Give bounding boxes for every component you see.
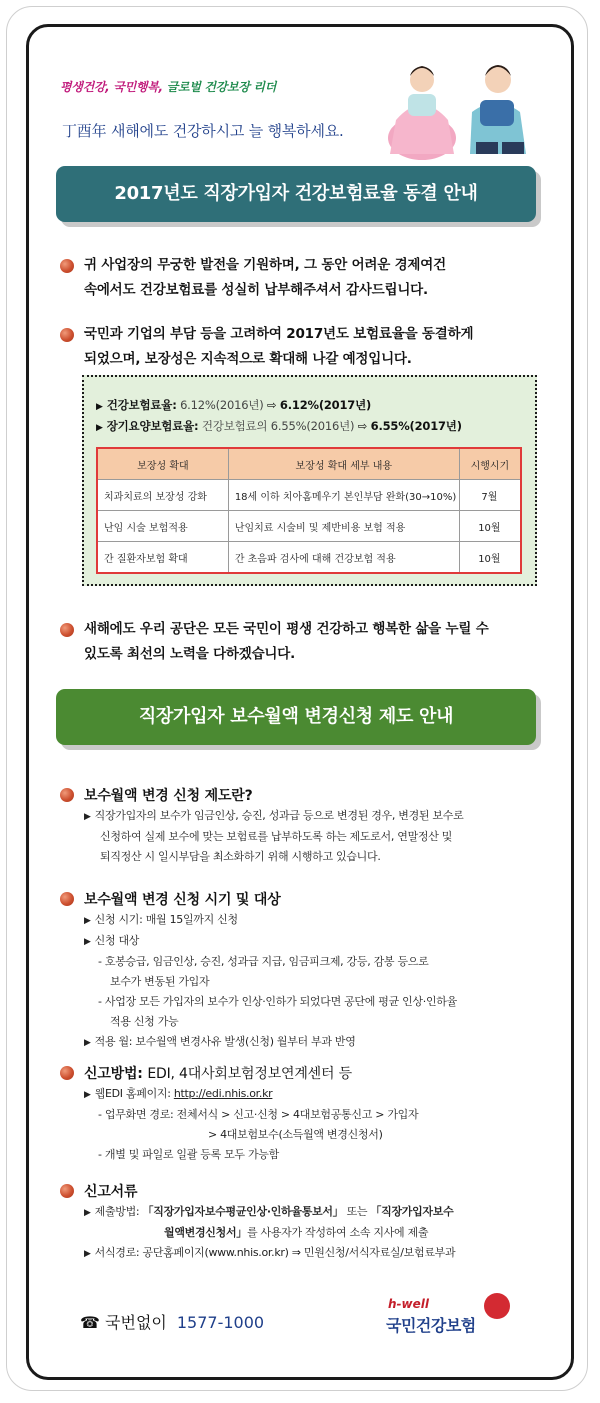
table-header: 보장성 확대 세부 내용 [228, 448, 459, 480]
q3-body: ▶ 웹EDI 홈페이지: http://edi.nhis.or.kr - 업무화면 경로: 전체서식 > 신고·신청 > 4대보험공통신고 > 가입자 > 4대보험보수(소득월액 변경신청서) - 개별 및 파일로 일괄 등록 모두 가능함 [84, 1087, 419, 1161]
bullet-icon [60, 1066, 74, 1080]
new-year-greeting: 丁酉年 새해에도 건강하시고 늘 행복하세요. [62, 122, 344, 140]
hanbok-couple-illustration [384, 50, 544, 162]
triangle-bullet-icon: ▶ [84, 812, 91, 822]
triangle-bullet-icon: ▶ [84, 1208, 91, 1218]
table-header-row [97, 448, 521, 480]
triangle-bullet-icon: ▶ [96, 423, 103, 433]
slogan-part2: 글로벌 건강보장 리더 [166, 80, 277, 94]
triangle-bullet-icon: ▶ [84, 916, 91, 926]
bullet-icon [60, 623, 74, 637]
section1-paragraph1: 귀 사업장의 무궁한 발전을 기원하며, 그 동안 어려운 경제여건 속에서도 건강보험료를 성실히 납부해주셔서 감사드립니다. [84, 257, 446, 298]
bullet-icon [60, 1184, 74, 1198]
triangle-bullet-icon: ▶ [96, 402, 103, 412]
slogan-part1: 평생건강, 국민행복, [60, 80, 167, 94]
table-row: 간 질환자보험 확대 간 초음파 검사에 대해 건강보험 적용 10월 [97, 542, 521, 574]
table-row: 난임 시술 보험적용 난임치료 시술비 및 제반비용 보험 적용 10월 [97, 511, 521, 542]
triangle-bullet-icon: ▶ [84, 937, 91, 947]
triangle-bullet-icon: ▶ [84, 1038, 91, 1048]
q2-body: ▶ 신청 시기: 매월 15일까지 신청 ▶ 신청 대상 - 호봉승급, 임금인상, 승진, 성과급 지급, 임금피크제, 강등, 감봉 등으로 보수가 변동된 가입자 - 사업장 모든 가입자의 보수가 인상·인하가 되었다면 공단에 평균 인상·인하율 적용 신청 가능 ▶ 적용 월: 보수월액 변경사유 발생(신청) 월부터 부과 반영 [84, 913, 457, 1048]
q4-body: ▶ 제출방법: 「직장가입자보수평균인상·인하율통보서」 또는 「직장가입자보수 월액변경신청서」를 사용자가 작성하여 소속 지사에 제출 ▶ 서식경로: 공단홈페이지(www.nhis.or.kr) ⇒ 민원신청/서식자료실/보험료부과 [84, 1205, 456, 1259]
q1-body: ▶ 직장가입자의 보수가 임금인상, 승진, 성과급 등으로 변경된 경우, 변경된 보수로 신청하여 실제 보수에 맞는 보험료를 납부하도록 하는 제도로서, 연말정산 및 퇴직정산 시 일시부담을 최소화하기 위해 시행하고 있습니다. [84, 809, 464, 863]
table-header: 보장성 확대 [97, 448, 228, 480]
heart-icon [484, 1293, 510, 1319]
bullet-icon [60, 788, 74, 802]
section1-paragraph3: 새해에도 우리 공단은 모든 국민이 평생 건강하고 행복한 삶을 누릴 수 있도록 최선의 노력을 다하겠습니다. [84, 621, 489, 662]
triangle-bullet-icon: ▶ [84, 1249, 91, 1259]
triangle-bullet-icon: ▶ [84, 1090, 91, 1100]
telephone-icon: ☎ [80, 1313, 100, 1332]
health-insurance-rate: ▶ 건강보험료율: 6.12%(2016년) ⇨ 6.12%(2017년) [96, 398, 372, 412]
q2-title: 보수월액 변경 신청 시기 및 대상 [84, 892, 281, 908]
edi-homepage-link[interactable]: http://edi.nhis.or.kr [173, 1087, 273, 1100]
section1-paragraph2: 국민과 기업의 부담 등을 고려하여 2017년도 보험료율을 동결하게 되었으며, 보장성은 지속적으로 확대해 나갈 예정입니다. [84, 326, 474, 367]
longterm-care-rate: ▶ 장기요양보험료율: 건강보험료의 6.55%(2016년) ⇨ 6.55%(2017년) [96, 419, 462, 433]
bullet-icon [60, 328, 74, 342]
bullet-icon [60, 892, 74, 906]
phone-contact: ☎ 국번없이 1577-1000 [80, 1313, 265, 1332]
coverage-expansion-table [96, 447, 522, 574]
bullet-icon [60, 259, 74, 273]
section2-title-banner: 직장가입자 보수월액 변경신청 제도 안내 [56, 689, 536, 745]
q3-title: 신고방법: EDI, 4대사회보험정보연계센터 등 [84, 1066, 352, 1082]
nhis-logo: h-well 국민건강보험 [386, 1295, 514, 1345]
section1-title-banner: 2017년도 직장가입자 건강보험료율 동결 안내 [56, 166, 536, 222]
q1-title: 보수월액 변경 신청 제도란? [84, 788, 253, 804]
table-header: 시행시기 [459, 448, 521, 480]
arrow-icon: ⇨ [267, 398, 277, 412]
slogan [60, 78, 276, 95]
phone-number: 1577-1000 [176, 1313, 265, 1332]
table-row: 치과치료의 보장성 강화 18세 이하 치아홈메우기 본인부담 완화(30→10%) 7월 [97, 480, 521, 511]
q4-title: 신고서류 [84, 1184, 138, 1200]
arrow-icon: ⇨ [357, 419, 368, 433]
